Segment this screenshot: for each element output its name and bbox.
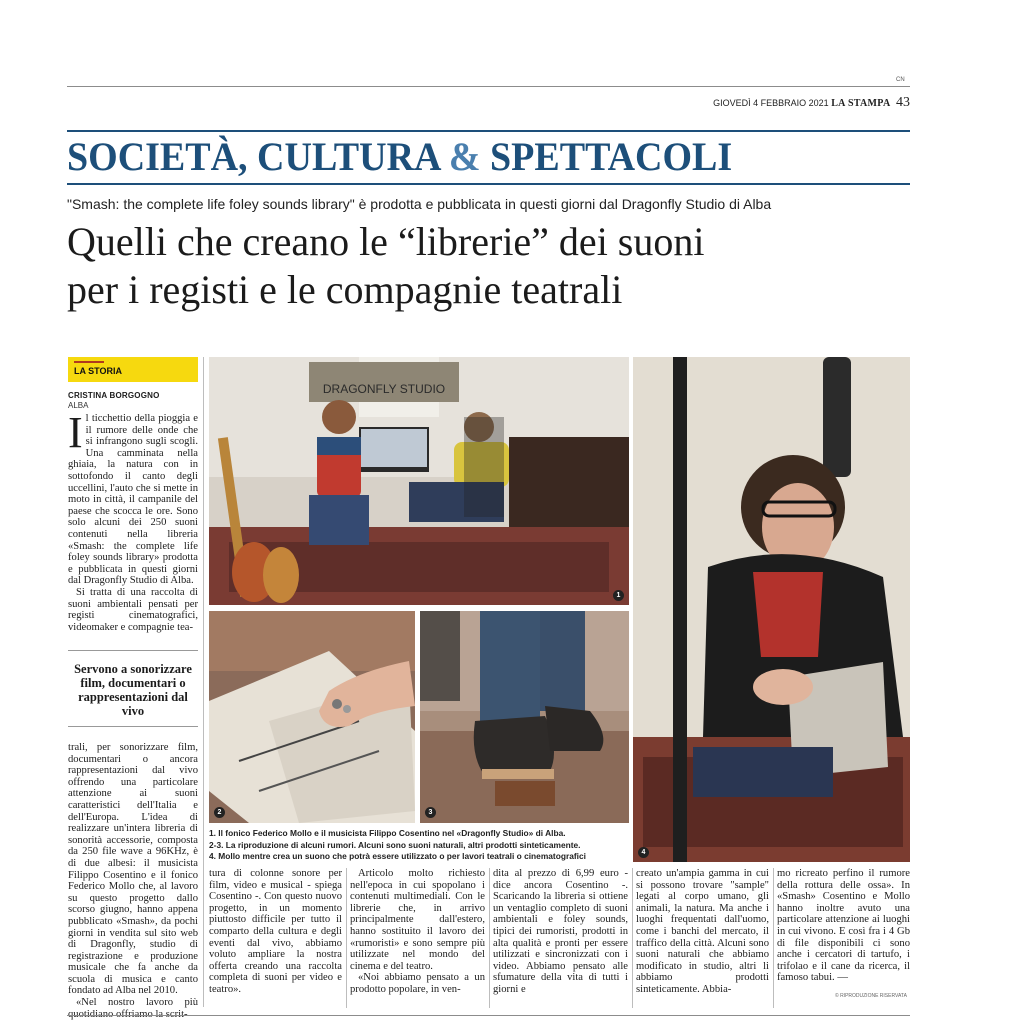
paragraph: Si tratta di una raccolta di suoni ambientali pensati per registi cinematografici, videomaker e compagnie tea- — [68, 586, 198, 633]
tag-label: LA STORIA — [74, 366, 123, 376]
pull-quote-rule-bottom — [68, 726, 198, 727]
column-divider — [203, 357, 204, 1007]
caption-line-1: 1. Il fonico Federico Mollo e il musicista Filippo Cosentino nel «Dragonfly Studio» di Alba. — [209, 828, 566, 838]
column-3 — [350, 868, 485, 1006]
caption-line-2: 2-3. La riproduzione di alcuni rumori. Alcuni sono suoni naturali, altri prodotti sinteticamente. — [209, 839, 581, 850]
headline-line-2: per i registi e le compagnie teatrali — [67, 267, 623, 312]
photo-badge: 1 — [613, 590, 624, 601]
section-title-amp: & — [439, 134, 491, 179]
paragraph: Articolo molto richiesto nell'epoca in cui spopolano i contenuti multimediali. Con le librerie che, in arrivo principalmente dall'estero, hanno sostituito il lavoro dei «rumoristi» e sono sempre più utilizzate nel mondo del cinema e del teatro. — [350, 868, 485, 972]
column-5 — [636, 868, 769, 1006]
photo-badge: 4 — [638, 847, 649, 858]
paragraph: tura di colonne sonore per film, video e musical - spiega Cosentino -. Con questo nuovo progetto, in un momento piuttosto difficile per tutto il comparto della cultura e degli eventi dal vivo, abbiamo voluto ampliare la nostra offerta creando una raccolta completa di suoni per video e teatro». — [209, 868, 342, 995]
article-kicker: "Smash: the complete life foley sounds library" è prodotta e pubblicata in questi giorni dal Dragonfly Studio di Alba — [67, 196, 772, 212]
column-divider — [346, 868, 347, 1008]
headline-line-1: Quelli che creano le “librerie” dei suoni — [67, 219, 705, 264]
column-2 — [209, 868, 342, 1006]
bottom-rule — [67, 1015, 910, 1016]
newspaper-name: LA STAMPA — [831, 98, 891, 109]
column-1-top — [68, 408, 198, 645]
photo-badge: 3 — [425, 807, 436, 818]
column-4 — [493, 868, 628, 1006]
paragraph: dita al prezzo di 6,99 euro - dice ancora Cosentino -. Scaricando la libreria si ottiene un ventaglio completo di suoni ambientali e foley sounds, tipici dei rumoristi, prodotti in alta qualità e pronti per essere utilizzati e sincronizzati con i video. Abbiamo pensato alle sfumature della vita di tutti i giorni e — [493, 868, 628, 995]
section-title-part1: SOCIETÀ, CULTURA — [67, 134, 440, 179]
issue-date: GIOVEDÌ 4 FEBBRAIO 2021 — [713, 98, 829, 108]
story-tag — [68, 357, 198, 382]
paragraph: mo ricreato perfino il rumore della rottura delle ossa». In «Smash» Cosentino e Mollo hanno inoltre avuto una particolare attenzione ai luoghi in cui vivono. E così fra i 4 Gb di file disponibili ci sono anche i cercatori di tartufo, i trifolao e il cane da ricerca, il famoso tabui. — — [777, 868, 910, 984]
column-6 — [777, 868, 910, 990]
paragraph: «Noi abbiamo pensato a un prodotto popolare, in ven- — [350, 972, 485, 995]
studio-sign-text: DRAGONFLY STUDIO — [322, 382, 446, 396]
edition-code: CN — [896, 77, 905, 83]
article-headline — [67, 218, 927, 314]
section-rule-top — [67, 130, 910, 132]
column-1-bottom — [68, 742, 198, 1020]
pull-quote: Servono a sonorizzare film, documentari o rappresentazioni dal vivo — [74, 662, 192, 718]
copyright-notice: © RIPRODUZIONE RISERVATA — [835, 993, 907, 999]
caption-line-3: 4. Mollo mentre crea un suono che potrà essere utilizzato o per lavori teatrali o cinematografici — [209, 851, 586, 861]
paragraph: trali, per sonorizzare film, documentari o ancora rappresentazioni dal vivo offrendo una particolare attenzione ai suoni caratteristici dell'Italia e dell'Europa. L'idea di realizzare un'intera libreria di sonorità accessorie, composta da 250 file wave a 96KHz, è di due albesi: il musicista Filippo Cosentino e il fonico Federico Mollo che, al lavoro su questo progetto dallo scorso giugno, hanno appena pubblicato «Smash», da pochi giorni in vendita sul sito web di Dragonfly, studio di registrazione e produzione musicale che fa anche da scuola di musica e canto fondato ad Alba nel 2010. — [68, 742, 198, 997]
photo-microphone — [633, 357, 910, 862]
column-divider — [773, 868, 774, 1008]
photo-shoe — [420, 611, 629, 823]
section-title-part2: SPETTACOLI — [490, 134, 733, 179]
drop-cap: I — [68, 408, 83, 457]
pull-quote-rule-top — [68, 650, 198, 651]
page-number: 43 — [896, 95, 910, 110]
column-divider — [489, 868, 490, 1008]
photo-hand — [209, 611, 415, 823]
photo-badge: 2 — [214, 807, 225, 818]
column-divider — [632, 868, 633, 1008]
photo-studio — [209, 357, 629, 605]
author-location: ALBA — [68, 401, 89, 410]
section-rule-bottom — [67, 183, 910, 185]
tag-accent-bar — [74, 361, 104, 363]
author-name: CRISTINA BORGOGNO — [68, 391, 160, 400]
paragraph: l ticchettio della pioggia e il rumore delle onde che si infrangono sugli scogli. Una camminata nella ghiaia, la natura con in sottofondo il canto degli uccellini, l'auto che si mette in moto in città, il campanile del paese che scocca le ore. Sono solo alcuni dei 250 suoni contenuti nella libreria «Smash: the complete life foley sounds library» prodotta e pubblicata in questi giorni dal Dragonfly Studio di Alba. — [68, 413, 198, 587]
dateline — [600, 95, 910, 111]
photo-captions — [209, 828, 629, 863]
top-rule — [67, 86, 910, 87]
paragraph: creato un'ampia gamma in cui si possono trovare "sample" legati al corpo umano, gli animali, la natura. Ma anche i luoghi frequentati dall'uomo, come i banchi del mercato, il traffico della città. Alcuni sono suoni naturali che abbiamo modificato in studio, altri li abbiamo prodotti sinteticamente. Abbia- — [636, 868, 769, 995]
section-title — [67, 135, 732, 179]
paragraph: «Nel nostro lavoro più quotidiano offriamo la scrit- — [68, 997, 198, 1020]
